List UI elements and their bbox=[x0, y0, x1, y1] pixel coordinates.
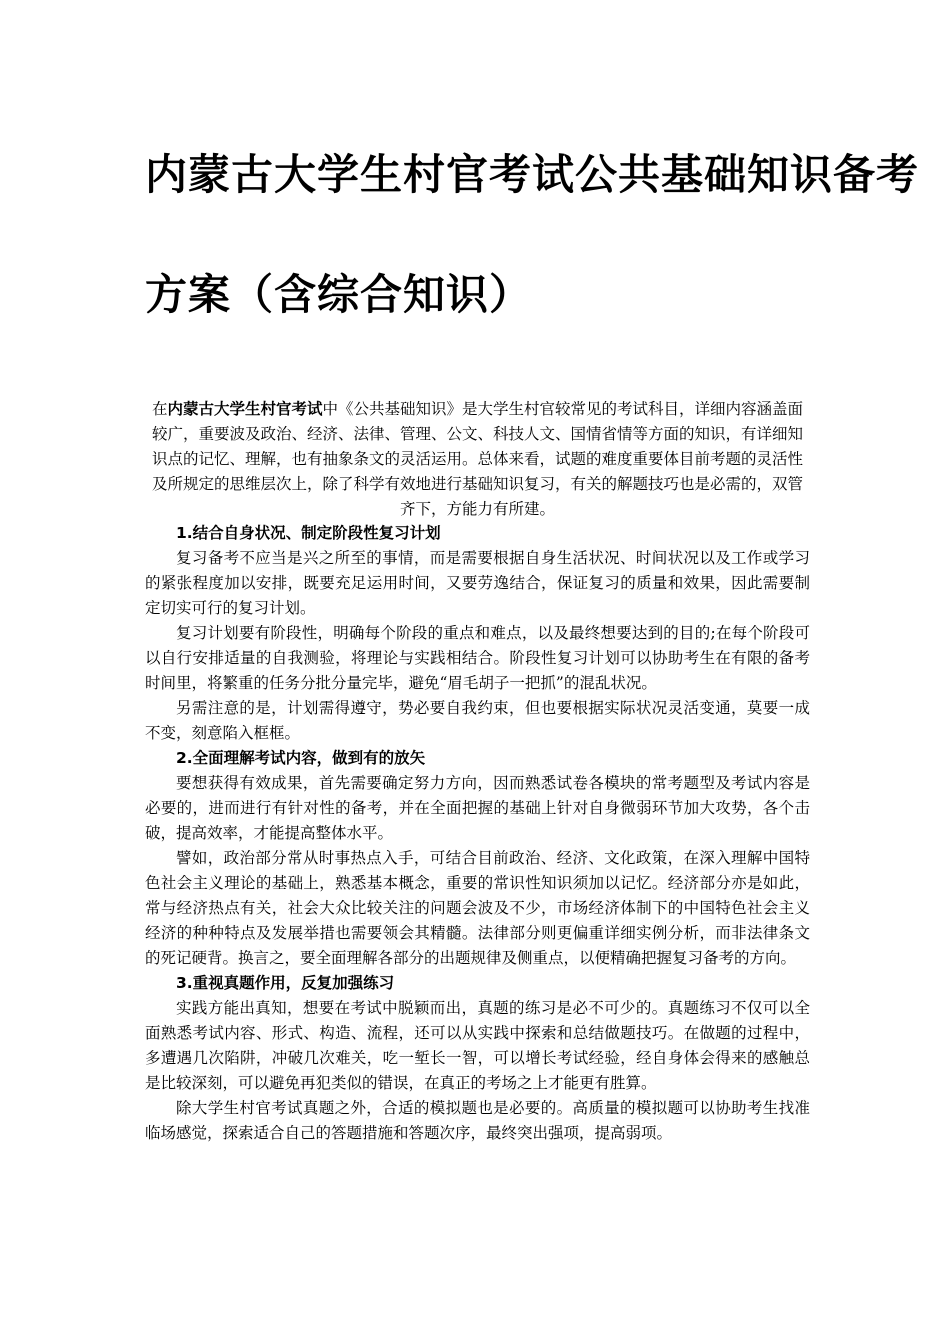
intro-text: 中《公共基础知识》是大学生村官较常见的考试科目，详细内容涵盖面较广，重要波及政治、经济、法律、管理、公文、科技人文、国情省情等方面的知识，有详细知识点的记忆、理解，也有抽象条文的灵活运用。总体来看，试题的难度重要体目前考题的灵活性及所规定的思维层次上，除了科学有效地进行基础知识复习，有关的解题技巧也是必需的，双管齐下，方能力有所建。 bbox=[151, 400, 804, 518]
section-2-paragraph-2: 譬如，政治部分常从时事热点入手，可结合目前政治、经济、文化政策，在深入理解中国特色社会主义理论的基础上，熟悉基本概念，重要的常识性知识须加以记忆。经济部分亦是如此，常与经济热点有关，社会大众比较关注的问题会波及不少，市场经济体制下的中国特色社会主义经济的种种特点及发展举措也需要领会其精髓。法律部分则更偏重详细实例分析，而非法律条文的死记硬背。换言之，要全面理解各部分的出题规律及侧重点，以便精确把握复习备考的方向。 bbox=[145, 849, 810, 967]
section-1-heading: 1.结合自身状况、制定阶段性复习计划 bbox=[176, 524, 441, 542]
intro-bold-keyword: 内蒙古大学生村官考试 bbox=[167, 399, 323, 418]
intro-prefix: 在 bbox=[151, 400, 168, 418]
intro-paragraph bbox=[145, 396, 810, 522]
document-body bbox=[145, 521, 810, 1146]
section-1-paragraph-1: 复习备考不应当是兴之所至的事情，而是需要根据自身生活状况、时间状况以及工作或学习的紧张程度加以安排，既要充足运用时间，又要劳逸结合，保证复习的质量和效果，因此需要制定切实可行的复习计划。 bbox=[145, 549, 810, 617]
section-1-paragraph-2: 复习计划要有阶段性，明确每个阶段的重点和难点，以及最终想要达到的目的;在每个阶段可以自行安排适量的自我测验，将理论与实践相结合。阶段性复习计划可以协助考生在有限的备考时间里，将繁重的任务分批分量完毕，避免“眉毛胡子一把抓”的混乱状况。 bbox=[145, 624, 810, 692]
section-2-heading: 2.全面理解考试内容，做到有的放矢 bbox=[176, 749, 426, 767]
section-3-paragraph-1: 实践方能出真知，想要在考试中脱颖而出，真题的练习是必不可少的。真题练习不仅可以全面熟悉考试内容、形式、构造、流程，还可以从实践中探索和总结做题技巧。在做题的过程中，多遭遇几次陷阱，冲破几次难关，吃一堑长一智，可以增长考试经验，经自身体会得来的感触总是比较深刻，可以避免再犯类似的错误，在真正的考场之上才能更有胜算。 bbox=[145, 999, 810, 1092]
section-3-paragraph-2: 除大学生村官考试真题之外，合适的模拟题也是必要的。高质量的模拟题可以协助考生找准临场感觉，探索适合自己的答题措施和答题次序，最终突出强项，提高弱项。 bbox=[145, 1099, 810, 1142]
section-2-paragraph-1: 要想获得有效成果，首先需要确定努力方向，因而熟悉试卷各模块的常考题型及考试内容是必要的，进而进行有针对性的备考，并在全面把握的基础上针对自身微弱环节加大攻势，各个击破，提高效率，才能提高整体水平。 bbox=[145, 774, 810, 842]
document-title-line-2: 方案（含综合知识） bbox=[145, 270, 533, 319]
section-3-heading: 3.重视真题作用，反复加强练习 bbox=[176, 974, 395, 992]
document-title-line-1: 内蒙古大学生村官考试公共基础知识备考 bbox=[145, 150, 920, 199]
section-1-paragraph-3: 另需注意的是，计划需得遵守，势必要自我约束，但也要根据实际状况灵活变通，莫要一成不变，刻意陷入框框。 bbox=[145, 699, 810, 742]
